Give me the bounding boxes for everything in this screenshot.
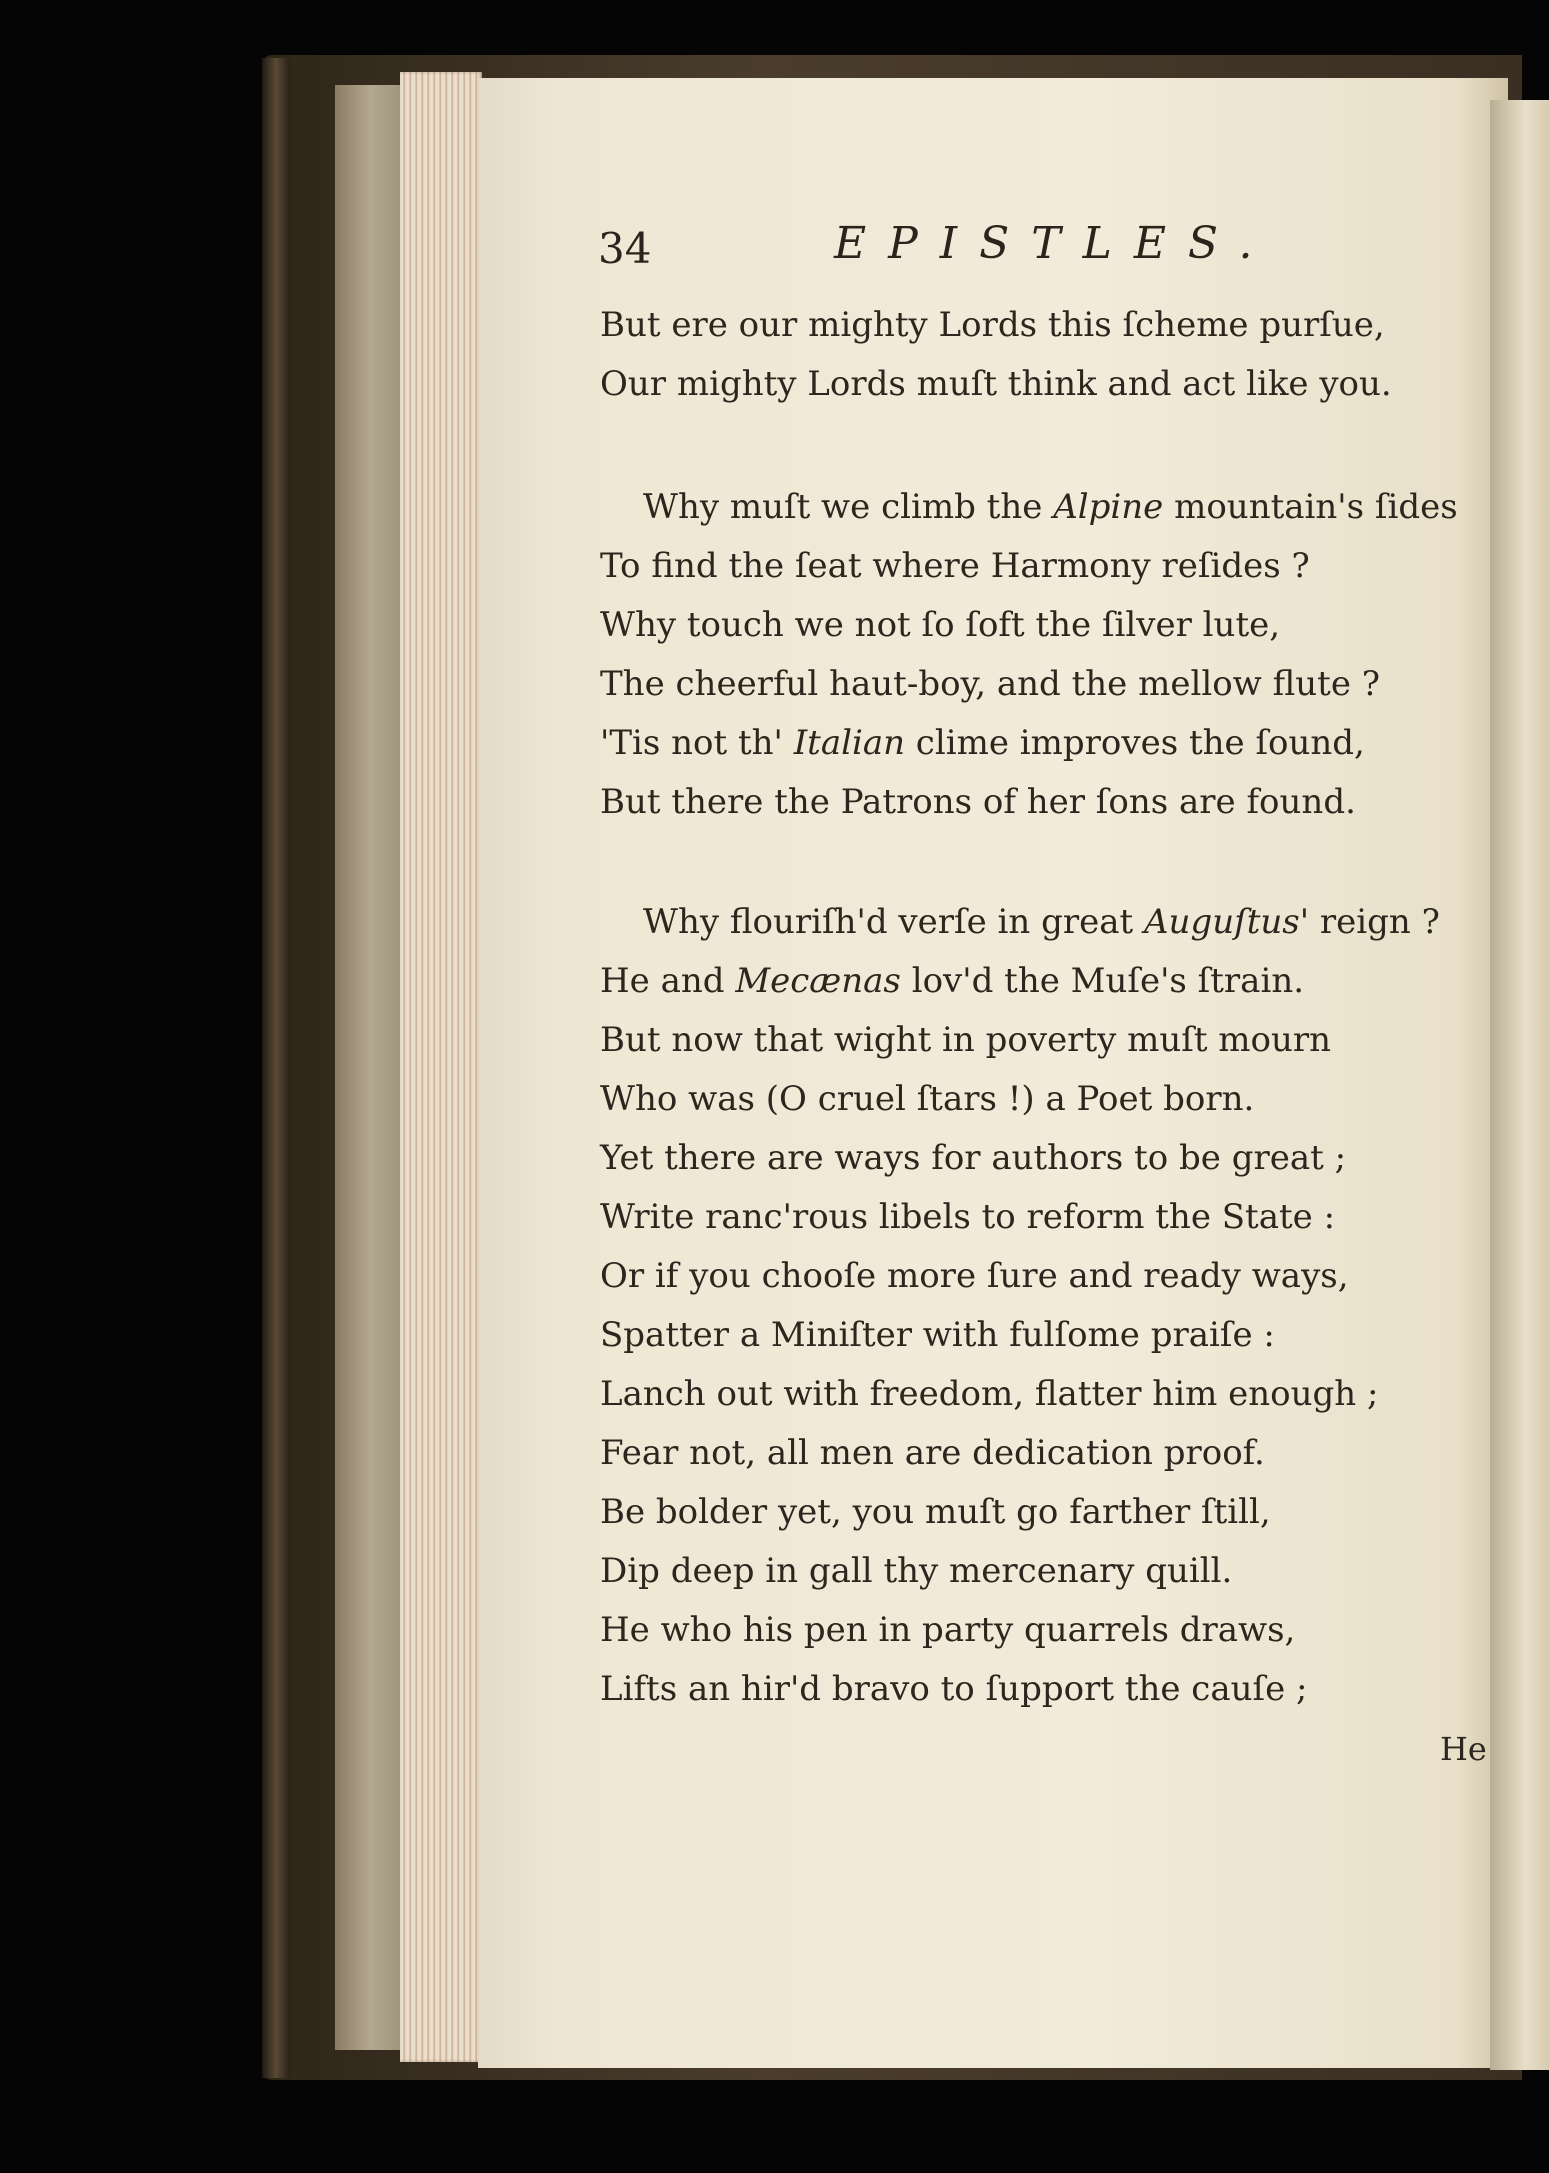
verse-line: Fear not, all men are dedication proof. <box>600 1433 1265 1473</box>
verse-line: Write ranc'rous libels to reform the State : <box>600 1197 1336 1237</box>
verse-line: He and Mecænas lov'd the Muſe's ſtrain. <box>600 961 1305 1001</box>
verse-line: 'Tis not th' Italian clime improves the ſound, <box>600 723 1365 763</box>
verse-line: The cheerful haut-boy, and the mellow flute ? <box>600 664 1380 704</box>
verse-line: But now that wight in poverty muſt mourn <box>600 1020 1332 1060</box>
running-title: EPISTLES. <box>834 218 1275 269</box>
verse-line: Lanch out with freedom, flatter him enough ; <box>600 1374 1379 1414</box>
catchword: He <box>1440 1730 1487 1768</box>
verse-line: Or if you chooſe more ſure and ready ways, <box>600 1256 1349 1296</box>
verse-line: Who was (O cruel ſtars !) a Poet born. <box>600 1079 1255 1119</box>
endpaper <box>335 85 405 2050</box>
verse-line: But ere our mighty Lords this ſcheme purſue, <box>600 305 1385 345</box>
verse-line: Yet there are ways for authors to be great ; <box>600 1138 1347 1178</box>
verse-line: Why flouriſh'd verſe in great Auguſtus' reign ? <box>643 902 1440 942</box>
verse-line: Be bolder yet, you muſt go farther ſtill, <box>600 1492 1271 1532</box>
verse-line: Spatter a Miniſter with fulſome praiſe : <box>600 1315 1275 1355</box>
verse-line: To find the ſeat where Harmony reſides ? <box>600 546 1310 586</box>
verse-line: Why touch we not ſo ſoft the ſilver lute, <box>600 605 1281 645</box>
verse-line: Why muſt we climb the Alpine mountain's ſides <box>643 487 1458 527</box>
facing-page-edge <box>1490 100 1549 2070</box>
verse-line: Our mighty Lords muſt think and act like you. <box>600 364 1392 404</box>
verse-line: But there the Patrons of her ſons are found. <box>600 782 1356 822</box>
page-edges <box>400 72 482 2062</box>
page-number: 34 <box>598 224 652 273</box>
page-header <box>598 218 1358 278</box>
verse-line: Dip deep in gall thy mercenary quill. <box>600 1551 1233 1591</box>
book-spine <box>262 58 290 2078</box>
verse-line: Lifts an hir'd bravo to ſupport the cauſe ; <box>600 1669 1308 1709</box>
verse-line: He who his pen in party quarrels draws, <box>600 1610 1296 1650</box>
